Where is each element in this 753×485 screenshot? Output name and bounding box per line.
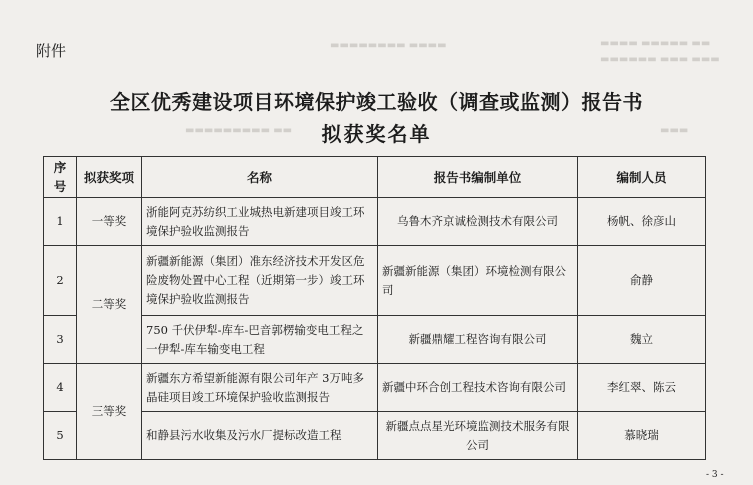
row-unit: 新疆新能源（集团）环境检测有限公司 xyxy=(378,246,578,316)
table-row xyxy=(44,412,706,460)
header-no: 序号 xyxy=(44,157,77,198)
document-title: 全区优秀建设项目环境保护竣工验收（调查或监测）报告书 xyxy=(110,90,643,114)
page-number: - 3 - xyxy=(706,470,724,480)
bleed-through-text: ▬▬▬▬▬▬▬▬ ▬▬▬▬ xyxy=(330,40,447,51)
bleed-through-text: ▬▬▬▬▬▬ ▬▬▬ ▬▬▬ xyxy=(600,54,720,65)
header-award: 拟获奖项 xyxy=(77,157,142,198)
row-no: 3 xyxy=(44,316,77,364)
row-no: 1 xyxy=(44,198,77,246)
bleed-through-text: ▬▬▬ xyxy=(660,125,689,136)
row-award: 三等奖 xyxy=(77,364,142,460)
row-award: 一等奖 xyxy=(77,198,142,246)
row-staff: 魏立 xyxy=(578,316,706,364)
row-unit: 新疆中环合创工程技术咨询有限公司 xyxy=(378,364,578,412)
table-row xyxy=(44,316,706,364)
table-row xyxy=(44,246,706,316)
bleed-through-text: ▬▬▬▬ ▬▬▬▬▬ ▬▬ xyxy=(600,38,711,49)
row-staff: 俞静 xyxy=(578,246,706,316)
award-table xyxy=(43,156,706,460)
document-subtitle: 拟获奖名单 xyxy=(321,122,432,146)
row-award: 二等奖 xyxy=(77,246,142,364)
row-staff: 李红翠、陈云 xyxy=(578,364,706,412)
header-unit: 报告书编制单位 xyxy=(378,157,578,198)
row-no: 2 xyxy=(44,246,77,316)
header-name: 名称 xyxy=(142,157,378,198)
row-unit: 乌鲁木齐京诚检测技术有限公司 xyxy=(378,198,578,246)
header-staff: 编制人员 xyxy=(578,157,706,198)
row-no: 4 xyxy=(44,364,77,412)
row-name: 750 千伏伊犁-库车-巴音郭楞输变电工程之一伊犁-库车输变电工程 xyxy=(142,316,378,364)
row-staff: 慕晓瑞 xyxy=(578,412,706,460)
row-name: 新疆东方希望新能源有限公司年产 3万吨多晶硅项目竣工环境保护验收监测报告 xyxy=(142,364,378,412)
row-unit: 新疆点点星光环境监测技术服务有限公司 xyxy=(378,412,578,460)
row-staff: 杨帆、徐彦山 xyxy=(578,198,706,246)
table-header-row xyxy=(44,157,706,198)
bleed-through-text: ▬▬▬▬▬▬▬▬▬ ▬▬ xyxy=(185,125,293,136)
row-name: 浙能阿克苏纺织工业城热电新建项目竣工环境保护验收监测报告 xyxy=(142,198,378,246)
row-name: 和静县污水收集及污水厂提标改造工程 xyxy=(142,412,378,460)
table-row xyxy=(44,198,706,246)
attachment-label: 附件 xyxy=(36,42,67,60)
row-unit: 新疆鼎耀工程咨询有限公司 xyxy=(378,316,578,364)
row-name: 新疆新能源（集团）准东经济技术开发区危险废物处置中心工程（近期第一步）竣工环境保护验收监测报告 xyxy=(142,246,378,316)
table-row xyxy=(44,364,706,412)
row-no: 5 xyxy=(44,412,77,460)
